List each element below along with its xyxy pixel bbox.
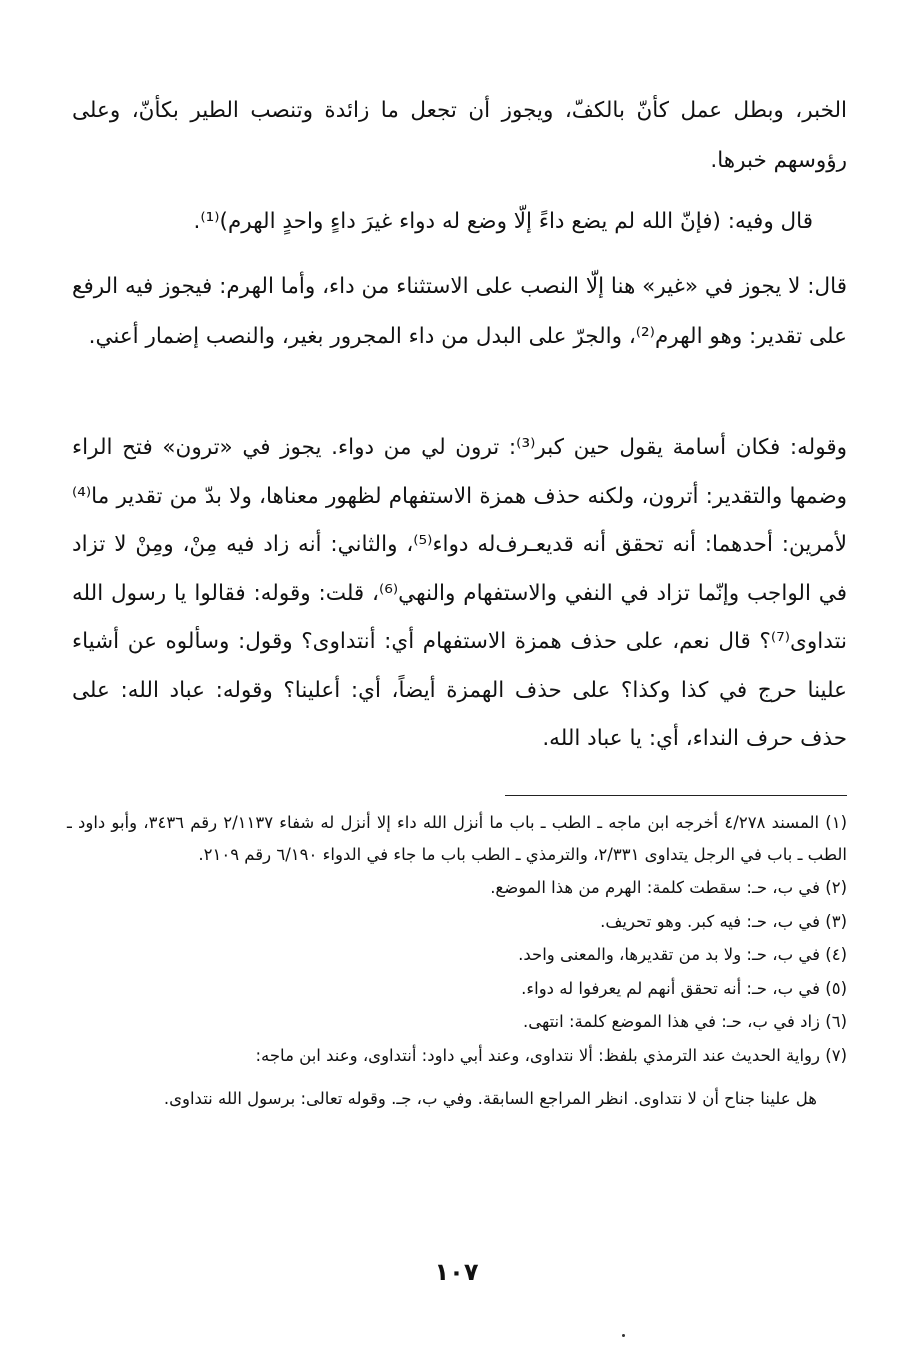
scan-speck <box>622 1334 625 1337</box>
footnote-5: (٥) في ب، حـ: أنه تحقق أنهم لم يعرفوا له دواء. <box>521 978 847 998</box>
footnote-4: (٤) في ب، حـ: ولا بد من تقديرها، والمعنى واحد. <box>518 945 847 964</box>
footnote-7: (٧) رواية الحديث عند الترمذي بلفظ: ألا نتداوى، وعند أبي داود: أنتداوى، وعند ابن ماجه: <box>255 1045 847 1065</box>
footnote-6: (٦) زاد في ب، حـ: في هذا الموضع كلمة: انتهى. <box>522 1012 847 1031</box>
footnote-2: (٢) في ب، حـ: سقطت كلمة: الهرم من هذا الموضع. <box>490 878 847 897</box>
paragraph-2 <box>68 197 813 247</box>
footnotes <box>67 807 847 1115</box>
paragraph-3 <box>72 262 847 362</box>
footnote-7-continuation: هل علينا جناح أن لا نتداوى. انظر المراجع السابقة. وفي ب، جـ. وقوله تعالى: برسول الله نتداوى. <box>163 1089 817 1108</box>
paragraph-2-text: قال وفيه: (فإنّ الله لم يضع داءً إلّا وضع له دواء غيرَ داءٍ واحدٍ الهرم)⁽¹⁾. <box>193 209 813 234</box>
paragraph-1 <box>72 86 847 186</box>
paragraph-4 <box>72 424 847 764</box>
footnote-1: (١) المسند ٤/٢٧٨ أخرجه ابن ماجه ـ الطب ـ باب ما أنزل الله داء إلا أنزل له شفاء ٢/١١٣٧ رقم ٣٤٣٦، وأبو داود ـ الطب ـ باب في الرجل يتداوى ٢/٣٣١، والترمذي ـ الطب باب ما جاء في الدواء ٦/١٩٠ رقم ٢١٠٩. <box>67 813 848 864</box>
footnote-3: (٣) في ب، حـ: فيه كبر. وهو تحريف. <box>600 911 847 931</box>
footnote-divider <box>505 795 847 796</box>
paragraph-4-text: وقوله: فكان أسامة يقول حين كبر⁽³⁾: ترون لي من دواء. يجوز في «ترون» فتح الراء وضمها والتقدير: أترون، ولكنه حذف همزة الاستفهام لظهور معناها، ولا بدّ من تقدير ما⁽⁴⁾ لأمرين: أحدهما: أنه تحقق أنه قديعـرف‌له دواء⁽⁵⁾، والثاني: أنه زاد فيه مِنْ، ومِنْ لا تزاد في الواجب وإنّما تزاد في النفي والاستفهام والنهي⁽⁶⁾، قلت: وقوله: فقالوا يا رسول الله نتداوى⁽⁷⁾؟ قال نعم، على حذف همزة الاستفهام أي: أنتداوى؟ وقول: وسألوه عن أشياء علينا حرج في كذا وكذا؟ على حذف الهمزة أيضاً، أي: أعلينا؟ وقوله: عباد الله: على حذف حرف النداء، أي: يا عباد الله. <box>72 435 848 751</box>
paragraph-3-text: قال: لا يجوز في «غير» هنا إلّا النصب على الاستثناء من داء، وأما الهرم: فيجوز فيه الرفع على تقدير: وهو الهرم⁽²⁾، والجرّ على البدل من داء المجرور بغير، والنصب إضمار أعني. <box>72 274 847 349</box>
page-number: ١٠٧ <box>434 1258 479 1286</box>
paragraph-1-text: الخبر، وبطل عمل كأنّ بالكفّ، ويجوز أن تجعل ما زائدة وتنصب الطير بكأنّ، وعلى رؤوسهم خبرها. <box>72 98 847 173</box>
